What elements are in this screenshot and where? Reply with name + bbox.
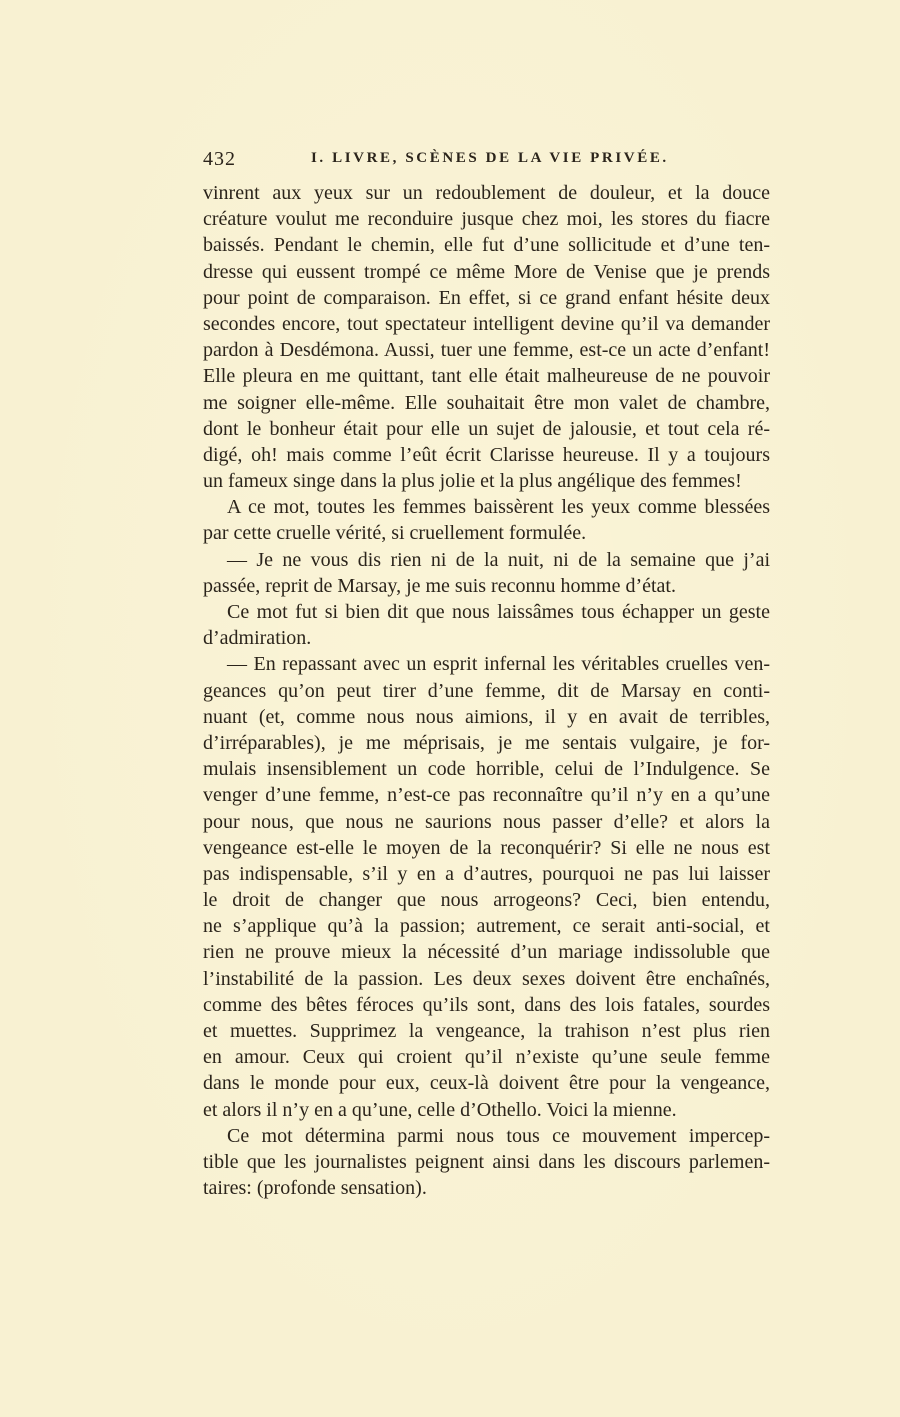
paragraph — [203, 599, 770, 651]
text-line: dans le monde pour eux, ceux-là doivent être pour la vengeance, — [203, 1072, 770, 1095]
text-line: pour point de comparaison. En effet, si ce grand enfant hésite deux — [203, 286, 770, 309]
text-line: secondes encore, tout spectateur intelligent devine qu’il va demander — [203, 312, 770, 335]
text-line: dresse qui eussent trompé ce même More de Venise que je prends — [203, 260, 770, 283]
text-line: nuant (et, comme nous nous aimions, il y en avait de terribles, — [203, 705, 770, 728]
text-line: vengeance est-elle le moyen de la reconquérir? Si elle ne nous est — [203, 836, 770, 859]
text-line: A ce mot, toutes les femmes baissèrent les yeux comme blessées — [227, 496, 770, 519]
text-line: vinrent aux yeux sur un redoublement de douleur, et la douce — [203, 182, 770, 204]
text-line: pardon à Desdémona. Aussi, tuer une femme, est-ce un acte d’enfant! — [203, 339, 770, 362]
text-line: rien ne prouve mieux la nécessité d’un mariage indissoluble que — [203, 941, 770, 964]
paragraph — [203, 651, 770, 1122]
text-line: l’instabilité de la passion. Les deux sexes doivent être enchaînés, — [203, 967, 770, 990]
paragraph — [203, 547, 770, 599]
paragraph — [203, 494, 770, 546]
body-text — [203, 180, 770, 1201]
text-line: en amour. Ceux qui croient qu’il n’existe qu’une seule femme — [203, 1046, 770, 1069]
text-line: me soigner elle-même. Elle souhaitait être mon valet de chambre, — [203, 391, 770, 414]
text-line: — En repassant avec un esprit infernal les véritables cruelles ven- — [227, 653, 770, 676]
text-line: Ce mot fut si bien dit que nous laissâmes tous échapper un geste — [227, 601, 770, 623]
paragraph — [203, 180, 770, 494]
text-line: créature voulut me reconduire jusque chez moi, les stores du fiacre — [203, 208, 770, 231]
text-line: baissés. Pendant le chemin, elle fut d’une sollicitude et d’une ten- — [203, 234, 770, 257]
text-line: geances qu’on peut tirer d’une femme, dit de Marsay en conti- — [203, 679, 770, 702]
text-line: taires: (profonde sensation). — [203, 1177, 427, 1200]
text-line: dont le bonheur était pour elle un sujet de jalousie, et tout cela ré- — [203, 417, 770, 440]
text-line: Elle pleura en me quittant, tant elle était malheureuse de ne pouvoir — [203, 365, 770, 388]
text-line: pour nous, que nous ne saurions nous passer d’elle? et alors la — [203, 810, 770, 833]
text-line: Ce mot détermina parmi nous tous ce mouvement impercep- — [227, 1124, 770, 1147]
text-line: et muettes. Supprimez la vengeance, la trahison n’est plus rien — [203, 1020, 770, 1042]
text-line: d’irréparables), je me méprisais, je me sentais vulgaire, je for- — [203, 731, 770, 754]
text-line: et alors il n’y en a qu’une, celle d’Othello. Voici la mienne. — [203, 1098, 677, 1121]
text-line: tible que les journalistes peignent ainsi dans les discours parlemen- — [203, 1150, 770, 1173]
text-line: comme des bêtes féroces qu’ils sont, dans des lois fatales, sourdes — [203, 993, 770, 1016]
text-line: digé, oh! mais comme l’eût écrit Clarisse heureuse. Il y a toujours — [203, 443, 770, 466]
text-line: un fameux singe dans la plus jolie et la plus angélique des femmes! — [203, 470, 742, 493]
running-head: I. LIVRE, SCÈNES DE LA VIE PRIVÉE. — [311, 150, 669, 166]
text-line: d’admiration. — [203, 627, 312, 650]
text-line: ne s’applique qu’à la passion; autrement, ce serait anti-social, et — [203, 915, 770, 938]
text-line: pas indispensable, s’il y en a d’autres, pourquoi ne pas lui laisser — [203, 862, 770, 885]
page-header — [203, 148, 770, 176]
text-line: le droit de changer que nous arrogeons? Ceci, bien entendu, — [203, 889, 770, 912]
page-number: 432 — [203, 148, 236, 170]
paragraph — [203, 1123, 770, 1202]
text-line: passée, reprit de Marsay, je me suis reconnu homme d’état. — [203, 574, 676, 597]
text-line: par cette cruelle vérité, si cruellement formulée. — [203, 522, 587, 545]
text-line: mulais insensiblement un code horrible, celui de l’Indulgence. Se — [203, 758, 770, 781]
text-line: venger d’une femme, n’est-ce pas reconnaître qu’il n’y en a qu’une — [203, 784, 770, 807]
text-line: — Je ne vous dis rien ni de la nuit, ni de la semaine que j’ai — [227, 548, 770, 571]
